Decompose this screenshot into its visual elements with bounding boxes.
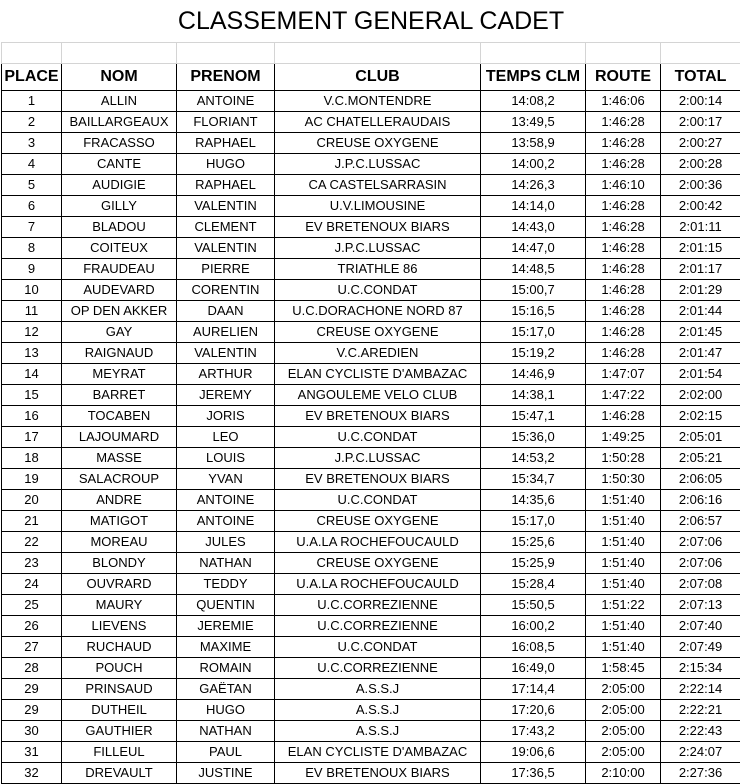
table-row (2, 490, 740, 511)
table-row (2, 595, 740, 616)
nom-cell: GAUTHIER (62, 721, 177, 742)
route-cell: 1:46:06 (586, 91, 661, 112)
place-cell: 13 (2, 343, 62, 364)
table-row (2, 301, 740, 322)
place-cell: 29 (2, 700, 62, 721)
nom-cell: AUDIGIE (62, 175, 177, 196)
place-cell: 19 (2, 469, 62, 490)
temps-clm-cell: 15:36,0 (481, 427, 586, 448)
route-cell: 1:46:28 (586, 217, 661, 238)
nom-cell: ALLIN (62, 91, 177, 112)
route-cell: 1:58:45 (586, 658, 661, 679)
nom-cell: BAILLARGEAUX (62, 112, 177, 133)
temps-clm-cell: 14:00,2 (481, 154, 586, 175)
nom-cell: MAURY (62, 595, 177, 616)
classement-table (1, 0, 740, 784)
total-cell: 2:00:36 (661, 175, 740, 196)
club-cell: A.S.S.J (275, 721, 481, 742)
table-row (2, 154, 740, 175)
temps-clm-cell: 15:28,4 (481, 574, 586, 595)
route-cell: 1:46:28 (586, 406, 661, 427)
table-row (2, 259, 740, 280)
prenom-cell: JEREMIE (177, 616, 275, 637)
nom-cell: BLADOU (62, 217, 177, 238)
route-cell: 1:46:28 (586, 343, 661, 364)
prenom-cell: VALENTIN (177, 238, 275, 259)
table-row (2, 238, 740, 259)
temps-clm-cell: 13:49,5 (481, 112, 586, 133)
nom-cell: RUCHAUD (62, 637, 177, 658)
nom-cell: BLONDY (62, 553, 177, 574)
total-cell: 2:01:29 (661, 280, 740, 301)
total-cell: 2:27:36 (661, 763, 740, 784)
prenom-cell: VALENTIN (177, 343, 275, 364)
club-cell: U.C.CORREZIENNE (275, 595, 481, 616)
temps-clm-cell: 13:58,9 (481, 133, 586, 154)
route-cell: 1:46:28 (586, 196, 661, 217)
header-temps-clm: TEMPS CLM (481, 64, 586, 91)
place-cell: 20 (2, 490, 62, 511)
prenom-cell: MAXIME (177, 637, 275, 658)
spacer-row (2, 43, 740, 64)
place-cell: 27 (2, 637, 62, 658)
temps-clm-cell: 17:36,5 (481, 763, 586, 784)
route-cell: 1:46:28 (586, 154, 661, 175)
total-cell: 2:01:11 (661, 217, 740, 238)
route-cell: 1:46:28 (586, 133, 661, 154)
total-cell: 2:02:00 (661, 385, 740, 406)
club-cell: U.C.CONDAT (275, 427, 481, 448)
table-row (2, 406, 740, 427)
nom-cell: LIEVENS (62, 616, 177, 637)
club-cell: A.S.S.J (275, 700, 481, 721)
place-cell: 16 (2, 406, 62, 427)
header-total: TOTAL (661, 64, 740, 91)
prenom-cell: HUGO (177, 700, 275, 721)
place-cell: 26 (2, 616, 62, 637)
club-cell: U.C.CORREZIENNE (275, 616, 481, 637)
route-cell: 1:46:28 (586, 238, 661, 259)
total-cell: 2:05:21 (661, 448, 740, 469)
temps-clm-cell: 15:17,0 (481, 511, 586, 532)
table-row (2, 658, 740, 679)
total-cell: 2:22:14 (661, 679, 740, 700)
place-cell: 29 (2, 679, 62, 700)
place-cell: 23 (2, 553, 62, 574)
table-row (2, 175, 740, 196)
total-cell: 2:01:44 (661, 301, 740, 322)
route-cell: 2:05:00 (586, 742, 661, 763)
club-cell: U.A.LA ROCHEFOUCAULD (275, 532, 481, 553)
temps-clm-cell: 15:00,7 (481, 280, 586, 301)
total-cell: 2:07:49 (661, 637, 740, 658)
club-cell: CREUSE OXYGENE (275, 511, 481, 532)
route-cell: 1:46:10 (586, 175, 661, 196)
nom-cell: BARRET (62, 385, 177, 406)
prenom-cell: LOUIS (177, 448, 275, 469)
table-row (2, 721, 740, 742)
place-cell: 2 (2, 112, 62, 133)
club-cell: EV BRETENOUX BIARS (275, 469, 481, 490)
route-cell: 1:46:28 (586, 259, 661, 280)
club-cell: U.A.LA ROCHEFOUCAULD (275, 574, 481, 595)
place-cell: 5 (2, 175, 62, 196)
temps-clm-cell: 15:50,5 (481, 595, 586, 616)
route-cell: 1:51:40 (586, 532, 661, 553)
prenom-cell: GAËTAN (177, 679, 275, 700)
total-cell: 2:00:27 (661, 133, 740, 154)
total-cell: 2:00:42 (661, 196, 740, 217)
temps-clm-cell: 17:43,2 (481, 721, 586, 742)
prenom-cell: CORENTIN (177, 280, 275, 301)
club-cell: EV BRETENOUX BIARS (275, 763, 481, 784)
temps-clm-cell: 14:53,2 (481, 448, 586, 469)
table-row (2, 280, 740, 301)
temps-clm-cell: 15:34,7 (481, 469, 586, 490)
nom-cell: MATIGOT (62, 511, 177, 532)
route-cell: 1:46:28 (586, 301, 661, 322)
temps-clm-cell: 15:25,9 (481, 553, 586, 574)
route-cell: 1:51:40 (586, 490, 661, 511)
route-cell: 1:49:25 (586, 427, 661, 448)
club-cell: AC CHATELLERAUDAIS (275, 112, 481, 133)
table-row (2, 637, 740, 658)
total-cell: 2:07:06 (661, 532, 740, 553)
table-row (2, 112, 740, 133)
route-cell: 2:05:00 (586, 721, 661, 742)
total-cell: 2:07:06 (661, 553, 740, 574)
nom-cell: OP DEN AKKER (62, 301, 177, 322)
temps-clm-cell: 14:43,0 (481, 217, 586, 238)
prenom-cell: JORIS (177, 406, 275, 427)
table-row (2, 532, 740, 553)
route-cell: 2:05:00 (586, 700, 661, 721)
prenom-cell: QUENTIN (177, 595, 275, 616)
total-cell: 2:06:16 (661, 490, 740, 511)
table-row (2, 616, 740, 637)
place-cell: 15 (2, 385, 62, 406)
club-cell: EV BRETENOUX BIARS (275, 217, 481, 238)
total-cell: 2:01:45 (661, 322, 740, 343)
prenom-cell: LEO (177, 427, 275, 448)
temps-clm-cell: 16:00,2 (481, 616, 586, 637)
club-cell: CA CASTELSARRASIN (275, 175, 481, 196)
nom-cell: FRACASSO (62, 133, 177, 154)
header-nom: NOM (62, 64, 177, 91)
prenom-cell: JULES (177, 532, 275, 553)
nom-cell: FRAUDEAU (62, 259, 177, 280)
prenom-cell: FLORIANT (177, 112, 275, 133)
prenom-cell: PIERRE (177, 259, 275, 280)
route-cell: 1:47:22 (586, 385, 661, 406)
place-cell: 32 (2, 763, 62, 784)
temps-clm-cell: 14:38,1 (481, 385, 586, 406)
table-row (2, 511, 740, 532)
table-row (2, 742, 740, 763)
place-cell: 10 (2, 280, 62, 301)
route-cell: 1:50:28 (586, 448, 661, 469)
nom-cell: RAIGNAUD (62, 343, 177, 364)
prenom-cell: YVAN (177, 469, 275, 490)
prenom-cell: HUGO (177, 154, 275, 175)
table-row (2, 679, 740, 700)
total-cell: 2:00:28 (661, 154, 740, 175)
place-cell: 8 (2, 238, 62, 259)
prenom-cell: JEREMY (177, 385, 275, 406)
prenom-cell: NATHAN (177, 553, 275, 574)
nom-cell: TOCABEN (62, 406, 177, 427)
route-cell: 1:51:40 (586, 553, 661, 574)
place-cell: 28 (2, 658, 62, 679)
nom-cell: DUTHEIL (62, 700, 177, 721)
total-cell: 2:07:13 (661, 595, 740, 616)
club-cell: ELAN CYCLISTE D'AMBAZAC (275, 742, 481, 763)
place-cell: 9 (2, 259, 62, 280)
route-cell: 1:46:28 (586, 112, 661, 133)
temps-clm-cell: 16:08,5 (481, 637, 586, 658)
club-cell: J.P.C.LUSSAC (275, 448, 481, 469)
table-row (2, 91, 740, 112)
place-cell: 22 (2, 532, 62, 553)
table-row (2, 574, 740, 595)
nom-cell: OUVRARD (62, 574, 177, 595)
temps-clm-cell: 14:47,0 (481, 238, 586, 259)
temps-clm-cell: 14:48,5 (481, 259, 586, 280)
place-cell: 11 (2, 301, 62, 322)
club-cell: J.P.C.LUSSAC (275, 154, 481, 175)
club-cell: ELAN CYCLISTE D'AMBAZAC (275, 364, 481, 385)
table-row (2, 469, 740, 490)
place-cell: 18 (2, 448, 62, 469)
prenom-cell: NATHAN (177, 721, 275, 742)
header-route: ROUTE (586, 64, 661, 91)
header-row (2, 64, 740, 91)
prenom-cell: ARTHUR (177, 364, 275, 385)
nom-cell: MASSE (62, 448, 177, 469)
place-cell: 12 (2, 322, 62, 343)
temps-clm-cell: 14:14,0 (481, 196, 586, 217)
nom-cell: DREVAULT (62, 763, 177, 784)
table-row (2, 448, 740, 469)
total-cell: 2:06:57 (661, 511, 740, 532)
place-cell: 7 (2, 217, 62, 238)
route-cell: 1:46:28 (586, 280, 661, 301)
prenom-cell: ANTOINE (177, 511, 275, 532)
place-cell: 24 (2, 574, 62, 595)
total-cell: 2:01:15 (661, 238, 740, 259)
temps-clm-cell: 16:49,0 (481, 658, 586, 679)
total-cell: 2:01:47 (661, 343, 740, 364)
table-row (2, 217, 740, 238)
prenom-cell: PAUL (177, 742, 275, 763)
title-row (2, 0, 740, 43)
table-row (2, 364, 740, 385)
club-cell: U.C.CONDAT (275, 280, 481, 301)
club-cell: CREUSE OXYGENE (275, 322, 481, 343)
place-cell: 31 (2, 742, 62, 763)
total-cell: 2:22:43 (661, 721, 740, 742)
temps-clm-cell: 15:17,0 (481, 322, 586, 343)
total-cell: 2:22:21 (661, 700, 740, 721)
nom-cell: GAY (62, 322, 177, 343)
place-cell: 6 (2, 196, 62, 217)
prenom-cell: RAPHAEL (177, 175, 275, 196)
place-cell: 30 (2, 721, 62, 742)
table-row (2, 196, 740, 217)
temps-clm-cell: 15:19,2 (481, 343, 586, 364)
total-cell: 2:01:17 (661, 259, 740, 280)
temps-clm-cell: 14:08,2 (481, 91, 586, 112)
prenom-cell: ROMAIN (177, 658, 275, 679)
route-cell: 1:51:40 (586, 511, 661, 532)
sheet-title: CLASSEMENT GENERAL CADET (2, 0, 740, 43)
total-cell: 2:06:05 (661, 469, 740, 490)
nom-cell: SALACROUP (62, 469, 177, 490)
club-cell: U.C.DORACHONE NORD 87 (275, 301, 481, 322)
route-cell: 1:51:40 (586, 637, 661, 658)
table-row (2, 343, 740, 364)
prenom-cell: TEDDY (177, 574, 275, 595)
route-cell: 2:05:00 (586, 679, 661, 700)
nom-cell: LAJOUMARD (62, 427, 177, 448)
temps-clm-cell: 17:20,6 (481, 700, 586, 721)
temps-clm-cell: 15:16,5 (481, 301, 586, 322)
table-row (2, 700, 740, 721)
prenom-cell: CLEMENT (177, 217, 275, 238)
table-row (2, 763, 740, 784)
club-cell: J.P.C.LUSSAC (275, 238, 481, 259)
temps-clm-cell: 15:25,6 (481, 532, 586, 553)
club-cell: TRIATHLE 86 (275, 259, 481, 280)
route-cell: 2:10:00 (586, 763, 661, 784)
nom-cell: COITEUX (62, 238, 177, 259)
total-cell: 2:07:40 (661, 616, 740, 637)
total-cell: 2:15:34 (661, 658, 740, 679)
total-cell: 2:02:15 (661, 406, 740, 427)
club-cell: A.S.S.J (275, 679, 481, 700)
route-cell: 1:51:40 (586, 616, 661, 637)
prenom-cell: ANTOINE (177, 91, 275, 112)
nom-cell: MOREAU (62, 532, 177, 553)
prenom-cell: VALENTIN (177, 196, 275, 217)
club-cell: V.C.AREDIEN (275, 343, 481, 364)
club-cell: V.C.MONTENDRE (275, 91, 481, 112)
place-cell: 25 (2, 595, 62, 616)
temps-clm-cell: 15:47,1 (481, 406, 586, 427)
table-row (2, 427, 740, 448)
place-cell: 21 (2, 511, 62, 532)
club-cell: U.C.CONDAT (275, 490, 481, 511)
route-cell: 1:46:28 (586, 322, 661, 343)
nom-cell: MEYRAT (62, 364, 177, 385)
total-cell: 2:24:07 (661, 742, 740, 763)
temps-clm-cell: 19:06,6 (481, 742, 586, 763)
total-cell: 2:05:01 (661, 427, 740, 448)
total-cell: 2:00:17 (661, 112, 740, 133)
header-place: PLACE (2, 64, 62, 91)
route-cell: 1:50:30 (586, 469, 661, 490)
table-row (2, 322, 740, 343)
nom-cell: GILLY (62, 196, 177, 217)
temps-clm-cell: 14:35,6 (481, 490, 586, 511)
temps-clm-cell: 14:26,3 (481, 175, 586, 196)
prenom-cell: DAAN (177, 301, 275, 322)
table-row (2, 385, 740, 406)
route-cell: 1:47:07 (586, 364, 661, 385)
prenom-cell: RAPHAEL (177, 133, 275, 154)
route-cell: 1:51:22 (586, 595, 661, 616)
table-row (2, 133, 740, 154)
route-cell: 1:51:40 (586, 574, 661, 595)
club-cell: U.V.LIMOUSINE (275, 196, 481, 217)
club-cell: U.C.CORREZIENNE (275, 658, 481, 679)
prenom-cell: ANTOINE (177, 490, 275, 511)
header-club: CLUB (275, 64, 481, 91)
club-cell: U.C.CONDAT (275, 637, 481, 658)
place-cell: 14 (2, 364, 62, 385)
nom-cell: AUDEVARD (62, 280, 177, 301)
header-prenom: PRENOM (177, 64, 275, 91)
temps-clm-cell: 14:46,9 (481, 364, 586, 385)
club-cell: ANGOULEME VELO CLUB (275, 385, 481, 406)
table-row (2, 553, 740, 574)
club-cell: EV BRETENOUX BIARS (275, 406, 481, 427)
place-cell: 17 (2, 427, 62, 448)
temps-clm-cell: 17:14,4 (481, 679, 586, 700)
prenom-cell: AURELIEN (177, 322, 275, 343)
prenom-cell: JUSTINE (177, 763, 275, 784)
nom-cell: POUCH (62, 658, 177, 679)
total-cell: 2:01:54 (661, 364, 740, 385)
place-cell: 1 (2, 91, 62, 112)
nom-cell: PRINSAUD (62, 679, 177, 700)
total-cell: 2:07:08 (661, 574, 740, 595)
nom-cell: ANDRE (62, 490, 177, 511)
total-cell: 2:00:14 (661, 91, 740, 112)
place-cell: 4 (2, 154, 62, 175)
nom-cell: CANTE (62, 154, 177, 175)
club-cell: CREUSE OXYGENE (275, 553, 481, 574)
nom-cell: FILLEUL (62, 742, 177, 763)
place-cell: 3 (2, 133, 62, 154)
club-cell: CREUSE OXYGENE (275, 133, 481, 154)
